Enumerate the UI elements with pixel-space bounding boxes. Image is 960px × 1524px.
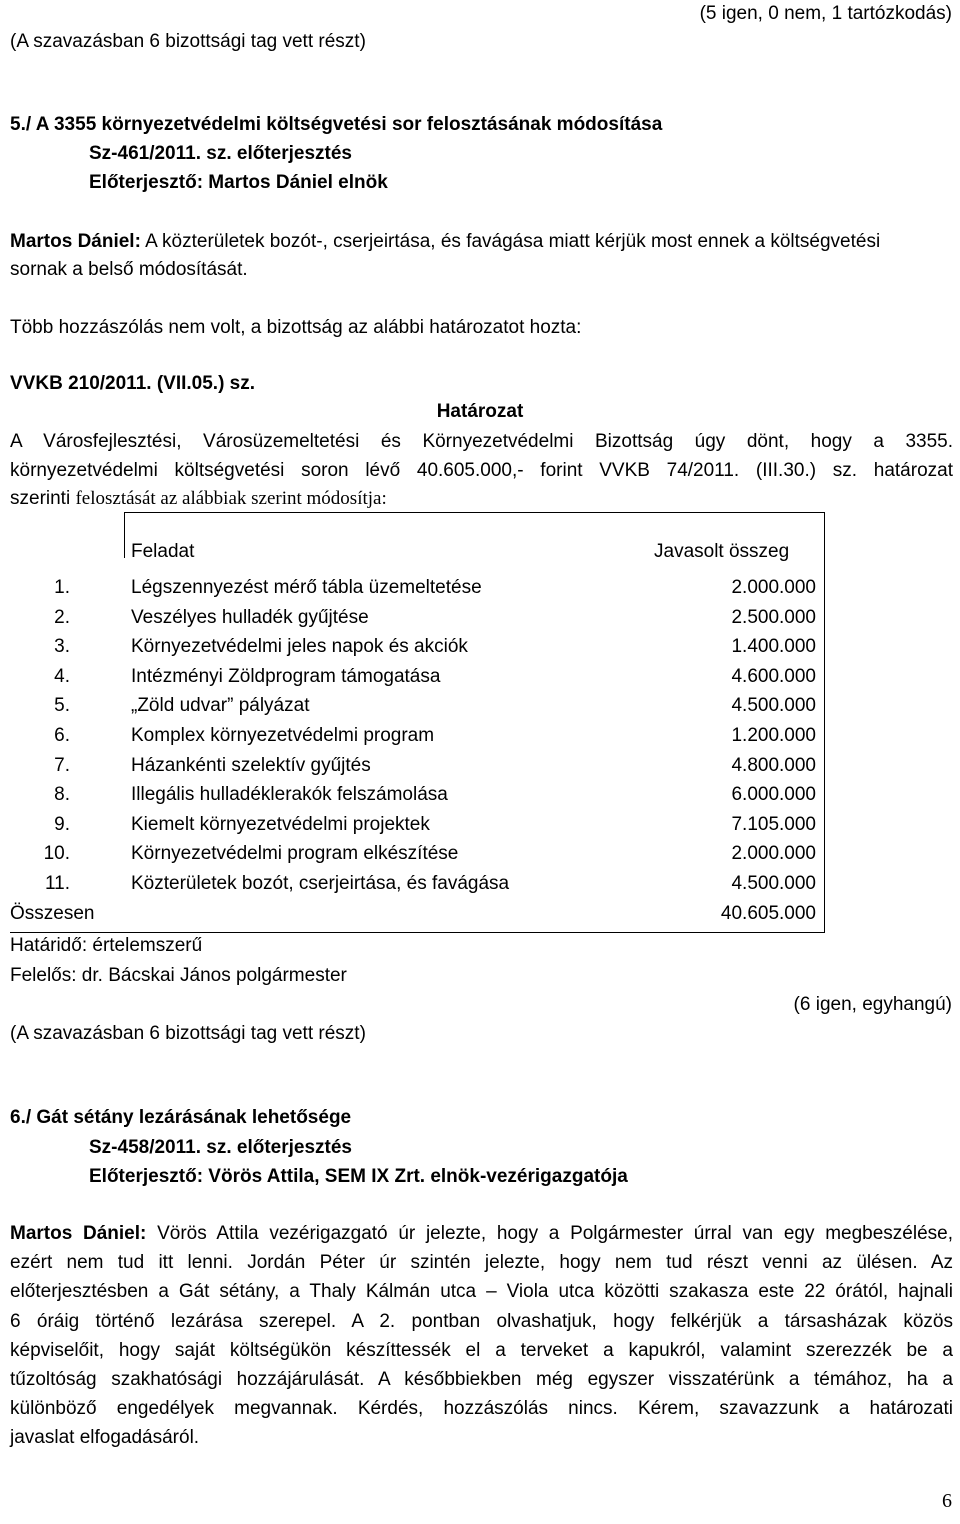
table-row	[10, 665, 824, 694]
table-cell-task: Légszennyezést mérő tábla üzemeltetése	[131, 577, 482, 598]
item6-speech-line2: ezért nem tud itt lenni. Jordán Péter úr szintén jelezte, hogy nem tud részt venni az ülésen. Az	[10, 1252, 953, 1273]
item6-speech-line1	[10, 1222, 953, 1246]
prev-vote-result: (5 igen, 0 nem, 1 tartózkodás)	[699, 3, 952, 24]
table-cell-number: 5.	[54, 695, 70, 717]
table-top-border	[124, 512, 824, 513]
table-cell-task: Intézményi Zöldprogram támogatása	[131, 665, 441, 687]
page-number: 6	[942, 1490, 952, 1512]
table-cell-number: 9.	[54, 813, 70, 835]
item5-heading: 5./ A 3355 környezetvédelmi költségvetési sor felosztásának módosítása	[10, 114, 663, 135]
item6-speech-line6: tűzoltóság szakhatósági hozzájárulását. A későbbiekben még egyszer visszatérünk a témához, ha a	[10, 1369, 953, 1390]
table-row	[10, 842, 824, 871]
budget-table	[10, 512, 825, 933]
table-cell-amount: 1.200.000	[731, 725, 816, 746]
table-cell-amount: 4.500.000	[731, 695, 816, 717]
table-cell-task: Közterületek bozót, cserjeirtása, és favágása	[131, 873, 510, 894]
table-cell-task: „Zöld udvar” pályázat	[131, 695, 310, 717]
table-cell-task: Környezetvédelmi program elkészítése	[131, 843, 459, 865]
item5-resolution-number: VVKB 210/2011. (VII.05.) sz.	[10, 373, 256, 394]
item5-speaker: Martos Dániel:	[10, 231, 141, 252]
item5-resolution-line1: A Városfejlesztési, Városüzemeltetési és Környezetvédelmi Bizottság úgy dönt, hogy a 3355.	[10, 431, 953, 452]
table-cell-amount: 4.600.000	[731, 665, 816, 687]
table-total-row	[10, 902, 824, 931]
item5-resolution-title: Határozat	[436, 401, 524, 422]
item6-speech-line8: javaslat elfogadásáról.	[10, 1427, 200, 1448]
table-row	[10, 754, 824, 783]
table-cell-number: 1.	[54, 577, 70, 598]
table-cell-task: Környezetvédelmi jeles napok és akciók	[131, 636, 468, 658]
table-row	[10, 576, 824, 605]
item6-speech-text1: Vörös Attila vezérigazgató úr jelezte, hogy a Polgármester úrral van egy megbeszélése,	[157, 1223, 953, 1244]
item6-speech-line4: 6 óráig történő lezárása szerepel. A 2. pontban olvashatjuk, hogy felkérjük a társasházak közös	[10, 1311, 953, 1332]
table-cell-number: 11.	[44, 873, 70, 894]
table-total-label: Összesen	[10, 903, 95, 924]
item6-speech-line7: különböző engedélyek megvannak. Kérdés, hozzászólás nincs. Kérem, szavazzunk a határozati	[10, 1398, 953, 1419]
item5-speech-line1	[10, 230, 880, 254]
item6-speech-line3: előterjesztésben a Gát sétány, a Thaly Kálmán utca – Viola utca közötti szakasza este 22 órától, hajnali	[10, 1281, 953, 1302]
table-cell-amount: 4.500.000	[731, 873, 816, 894]
item6-presenter: Előterjesztő: Vörös Attila, SEM IX Zrt. elnök-vezérigazgatója	[89, 1166, 628, 1187]
table-cell-amount: 2.000.000	[731, 577, 816, 598]
table-cell-amount: 1.400.000	[731, 636, 816, 658]
item5-resolution-line3a: szerinti	[10, 488, 71, 509]
table-cell-amount: 6.000.000	[731, 784, 816, 806]
item5-presenter: Előterjesztő: Martos Dániel elnök	[89, 172, 388, 193]
table-cell-number: 10.	[43, 843, 70, 865]
item5-resolution-line3	[10, 487, 387, 511]
item5-resolution-line3b: felosztását az alábbiak szerint módosítja:	[75, 488, 387, 509]
table-cell-amount: 2.500.000	[731, 606, 816, 628]
table-header-amount: Javasolt összeg	[654, 541, 790, 562]
item5-vote-participants: (A szavazásban 6 bizottsági tag vett részt)	[10, 1023, 366, 1044]
table-row	[10, 872, 824, 901]
table-header-task: Feladat	[131, 541, 195, 562]
item6-speech-line5: képviselőit, hogy saját költségükön készíttessék el a terveket a kapukról, valamint szerezzék be a	[10, 1340, 953, 1361]
table-cell-number: 8.	[54, 784, 70, 806]
item5-vote-result: (6 igen, egyhangú)	[793, 994, 952, 1015]
table-row	[10, 694, 824, 723]
table-cell-number: 3.	[54, 636, 70, 658]
table-left-border	[124, 512, 125, 558]
item5-deadline: Határidő: értelemszerű	[10, 935, 203, 956]
table-cell-task: Illegális hulladéklerakók felszámolása	[131, 784, 448, 806]
table-cell-amount: 4.800.000	[731, 754, 816, 776]
table-cell-task: Kiemelt környezetvédelmi projektek	[131, 813, 430, 835]
item5-responsible: Felelős: dr. Bácskai János polgármester	[10, 965, 347, 986]
prev-vote-participants: (A szavazásban 6 bizottsági tag vett részt)	[10, 31, 366, 52]
item5-no-more-comments: Több hozzászólás nem volt, a bizottság az alábbi határozatot hozta:	[10, 317, 582, 338]
table-cell-number: 6.	[54, 725, 70, 746]
table-total-amount: 40.605.000	[720, 903, 816, 924]
table-row	[10, 606, 824, 635]
item6-heading: 6./ Gát sétány lezárásának lehetősége	[10, 1107, 352, 1128]
table-cell-task: Veszélyes hulladék gyűjtése	[131, 606, 369, 628]
table-cell-amount: 7.105.000	[731, 813, 816, 835]
table-cell-number: 7.	[54, 754, 70, 776]
table-row	[10, 783, 824, 812]
item6-speaker: Martos Dániel:	[10, 1223, 147, 1244]
table-cell-task: Házankénti szelektív gyűjtés	[131, 754, 371, 776]
item6-ref: Sz-458/2011. sz. előterjesztés	[89, 1137, 352, 1158]
table-cell-number: 2.	[54, 606, 70, 628]
table-cell-task: Komplex környezetvédelmi program	[131, 725, 435, 746]
table-row	[10, 635, 824, 664]
item5-speech-text1: A közterületek bozót-, cserjeirtása, és favágása miatt kérjük most ennek a költségvetési	[145, 231, 881, 252]
item5-ref: Sz-461/2011. sz. előterjesztés	[89, 143, 352, 164]
table-row	[10, 724, 824, 753]
table-cell-number: 4.	[54, 665, 70, 687]
table-cell-amount: 2.000.000	[731, 843, 816, 865]
item5-speech-line2: sornak a belső módosítását.	[10, 259, 248, 280]
table-row	[10, 813, 824, 842]
item5-resolution-line2: környezetvédelmi költségvetési soron lévő 40.605.000,- forint VVKB 74/2011. (III.30.) sz. határozat	[10, 460, 953, 481]
